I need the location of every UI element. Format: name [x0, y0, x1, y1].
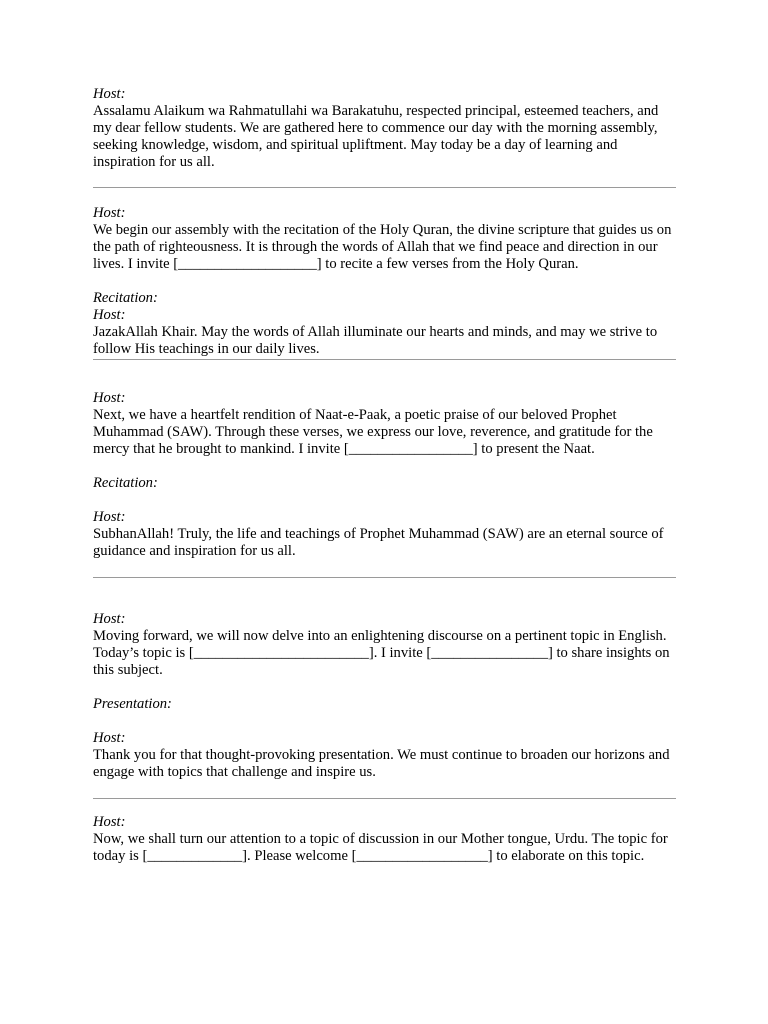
activity-label: Recitation: — [93, 475, 158, 491]
section-urdu-topic — [93, 814, 676, 865]
host-label: Host: — [93, 814, 126, 830]
divider — [93, 577, 676, 578]
host-label: Host: — [93, 205, 126, 221]
host-speech: Thank you for that thought-provoking presentation. We must continue to broaden our horizons and engage with topics that challenge and inspire us. — [93, 747, 670, 780]
host-label: Host: — [93, 86, 126, 102]
host-label: Host: — [93, 611, 126, 627]
host-speech: JazakAllah Khair. May the words of Allah illuminate our hearts and minds, and may we strive to follow His teachings in our daily lives. — [93, 324, 658, 357]
divider — [93, 187, 676, 188]
document-page — [93, 86, 676, 865]
host-label: Host: — [93, 307, 126, 323]
host-label: Host: — [93, 730, 126, 746]
host-speech: Assalamu Alaikum wa Rahmatullahi wa Barakatuhu, respected principal, esteemed teachers, and my dear fellow students. We are gathered here to commence our day with the morning assembly, seeking knowledge, wisdom, and spiritual upliftment. May today be a day of learning and inspiration for us all. — [93, 103, 659, 170]
host-speech: Now, we shall turn our attention to a topic of discussion in our Mother tongue, Urdu. The topic for today is [_____________]. Please welcome [__________________] to elaborate on this topic. — [93, 831, 668, 864]
host-speech: Moving forward, we will now delve into an enlightening discourse on a pertinent topic in English. Today’s topic is [________________________]. I invite [________________] to share insights on this subject. — [93, 628, 670, 678]
activity-label: Presentation: — [93, 696, 172, 712]
divider — [93, 359, 676, 360]
host-label: Host: — [93, 390, 126, 406]
host-speech: SubhanAllah! Truly, the life and teachings of Prophet Muhammad (SAW) are an eternal source of guidance and inspiration for us all. — [93, 526, 664, 559]
divider — [93, 798, 676, 799]
host-label: Host: — [93, 509, 126, 525]
host-speech: We begin our assembly with the recitation of the Holy Quran, the divine scripture that guides us on the path of righteousness. It is through the words of Allah that we find peace and direction in our lives. I invite [___________________] to recite a few verses from the Holy Quran. — [93, 222, 672, 272]
section-naat — [93, 390, 676, 560]
section-quran-recitation — [93, 205, 676, 358]
section-welcome — [93, 86, 676, 171]
host-speech: Next, we have a heartfelt rendition of Naat-e-Paak, a poetic praise of our beloved Prophet Muhammad (SAW). Through these verses, we express our love, reverence, and gratitude for the mercy that he brought to mankind. I invite [_________________] to present the Naat. — [93, 407, 653, 457]
section-english-topic — [93, 611, 676, 781]
activity-label: Recitation: — [93, 290, 158, 306]
